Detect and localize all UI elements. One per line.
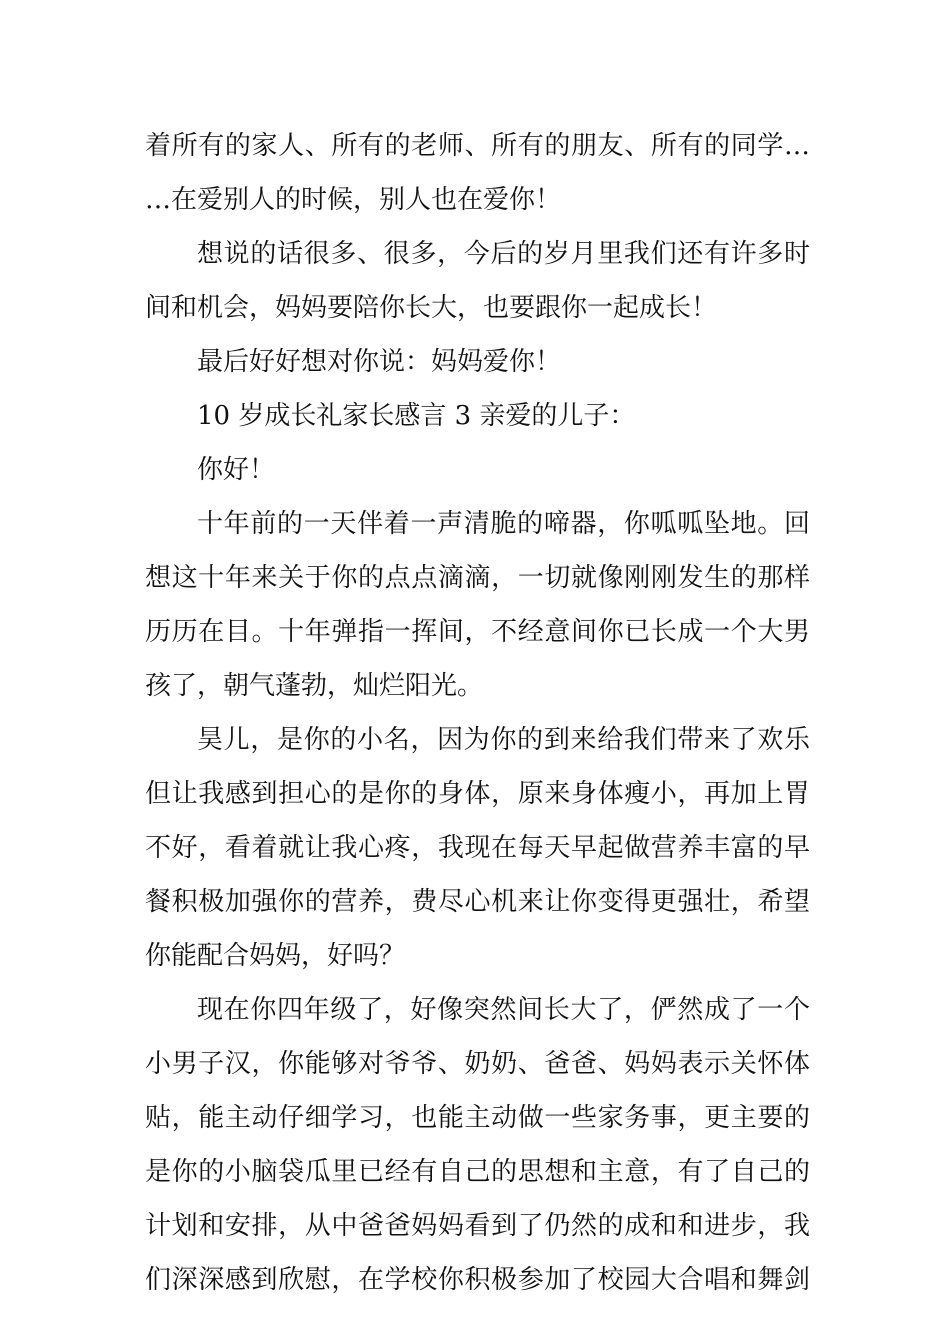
text-line: 着所有的家人、所有的老师、所有的朋友、所有的同学… [145, 131, 810, 161]
text-line: 想这十年来关于你的点点滴滴，一切就像刚刚发生的那样 [145, 563, 810, 593]
text-line: 10 岁成长礼家长感言 3 亲爱的儿子： [197, 401, 636, 431]
text-line: 你能配合妈妈，好吗？ [145, 941, 406, 971]
text-line: 想说的话很多、很多，今后的岁月里我们还有许多时 [197, 239, 810, 269]
text-line: 餐积极加强你的营养，费尽心机来让你变得更强壮，希望 [145, 887, 810, 917]
text-line: 孩了，朝气蓬勃，灿烂阳光。 [145, 671, 484, 701]
text-line: 你好！ [197, 455, 276, 485]
text-line: 们深深感到欣慰，在学校你积极参加了校园大合唱和舞剑 [145, 1265, 810, 1295]
text-line: 历历在目。十年弹指一挥间，不经意间你已长成一个大男 [145, 617, 810, 647]
text-line: 贴，能主动仔细学习，也能主动做一些家务事，更主要的 [145, 1103, 810, 1133]
text-line: 昊儿，是你的小名，因为你的到来给我们带来了欢乐 [197, 725, 810, 755]
text-line: 不好，看着就让我心疼，我现在每天早起做营养丰富的早 [145, 833, 810, 863]
text-line: 现在你四年级了，好像突然间长大了，俨然成了一个 [197, 995, 810, 1025]
text-line: …在爱别人的时候，别人也在爱你！ [145, 185, 562, 215]
text-line: 计划和安排，从中爸爸妈妈看到了仍然的成和和进步，我 [145, 1211, 810, 1241]
text-line: 十年前的一天伴着一声清脆的啼器，你呱呱坠地。回 [197, 509, 810, 539]
text-line: 最后好好想对你说：妈妈爱你！ [197, 347, 562, 377]
text-line: 是你的小脑袋瓜里已经有自己的思想和主意，有了自己的 [145, 1157, 810, 1187]
text-line: 但让我感到担心的是你的身体，原来身体瘦小，再加上胃 [145, 779, 810, 809]
text-line: 间和机会，妈妈要陪你长大，也要跟你一起成长！ [145, 293, 718, 323]
text-line: 小男子汉，你能够对爷爷、奶奶、爸爸、妈妈表示关怀体 [145, 1049, 810, 1079]
